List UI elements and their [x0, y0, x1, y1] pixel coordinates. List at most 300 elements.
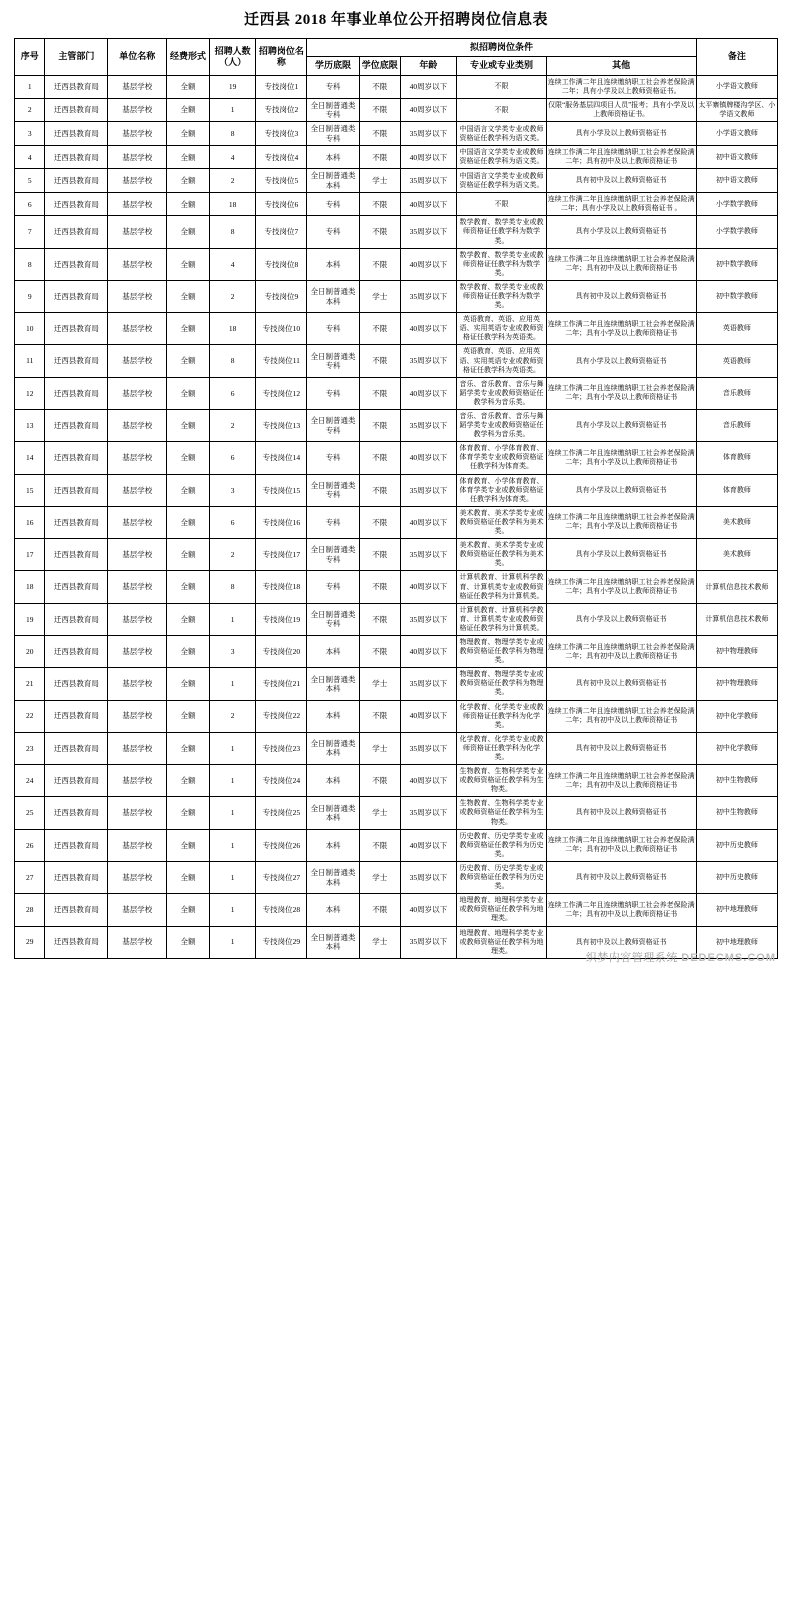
- cell-age: 40周岁以下: [400, 506, 457, 538]
- cell-dept: 迁西县教育局: [45, 146, 108, 169]
- cell-dept: 迁西县教育局: [45, 248, 108, 280]
- cell-major: 物理教育、物理学类专业或教师资格证任教学科为物理类。: [457, 635, 546, 667]
- col-major: 专业或专业类别: [457, 57, 546, 75]
- cell-other: 具有初中及以上教师资格证书: [546, 732, 696, 764]
- cell-fund: 全额: [167, 700, 210, 732]
- watermark: [586, 949, 776, 965]
- cell-post: 专技岗位17: [256, 539, 307, 571]
- cell-major: 英语教育、英语、应用英语、实用英语专业或教师资格证任教学科为英语类。: [457, 313, 546, 345]
- cell-edu: 全日制普通类本科: [307, 280, 360, 312]
- cell-other: 连续工作满二年且连续缴纳职工社会养老保险满二年；具有小学及以上教师资格证书。: [546, 75, 696, 98]
- cell-edu: 全日制普通类专科: [307, 122, 360, 146]
- cell-index: 9: [15, 280, 45, 312]
- cell-edu: 全日制普通类专科: [307, 539, 360, 571]
- cell-edu: 全日制普通类专科: [307, 98, 360, 122]
- table-row: [15, 668, 778, 700]
- cell-index: 23: [15, 732, 45, 764]
- cell-num: 19: [209, 75, 256, 98]
- cell-major: 计算机教育、计算机科学教育、计算机类专业或教师资格证任教学科为计算机类。: [457, 603, 546, 635]
- cell-age: 40周岁以下: [400, 146, 457, 169]
- cell-other: 具有初中及以上教师资格证书: [546, 169, 696, 193]
- cell-fund: 全额: [167, 668, 210, 700]
- cell-degree: 不限: [359, 98, 400, 122]
- cell-age: 40周岁以下: [400, 98, 457, 122]
- cell-num: 2: [209, 410, 256, 442]
- cell-index: 29: [15, 926, 45, 958]
- table-row: [15, 410, 778, 442]
- cell-fund: 全额: [167, 169, 210, 193]
- cell-edu: 全日制普通类专科: [307, 474, 360, 506]
- cell-age: 40周岁以下: [400, 248, 457, 280]
- cell-degree: 不限: [359, 345, 400, 377]
- cell-unit: 基层学校: [108, 122, 167, 146]
- cell-dept: 迁西县教育局: [45, 539, 108, 571]
- cell-num: 6: [209, 506, 256, 538]
- cell-major: 体育教育、小学体育教育、体育学类专业或教师资格证任教学科为体育类。: [457, 474, 546, 506]
- cell-fund: 全额: [167, 98, 210, 122]
- cell-degree: 不限: [359, 894, 400, 926]
- cell-fund: 全额: [167, 442, 210, 474]
- col-conditions-group: 拟招聘岗位条件: [307, 39, 697, 57]
- cell-edu: 全日制普通类专科: [307, 603, 360, 635]
- cell-age: 35周岁以下: [400, 122, 457, 146]
- cell-degree: 学士: [359, 926, 400, 958]
- cell-major: 化学教育、化学类专业或教师资格证任教学科为化学类。: [457, 732, 546, 764]
- cell-num: 6: [209, 377, 256, 409]
- cell-dept: 迁西县教育局: [45, 797, 108, 829]
- cell-remark: 初中数学教师: [696, 280, 777, 312]
- cell-index: 12: [15, 377, 45, 409]
- cell-remark: 太平寨镇牌楼沟学区、小学语文教师: [696, 98, 777, 122]
- cell-other: 具有小学及以上教师资格证书: [546, 603, 696, 635]
- cell-num: 3: [209, 474, 256, 506]
- cell-index: 26: [15, 829, 45, 861]
- cell-num: 1: [209, 732, 256, 764]
- cell-age: 40周岁以下: [400, 894, 457, 926]
- cell-fund: 全额: [167, 732, 210, 764]
- cell-index: 22: [15, 700, 45, 732]
- cell-dept: 迁西县教育局: [45, 635, 108, 667]
- cell-major: 历史教育、历史学类专业或教师资格证任教学科为历史类。: [457, 829, 546, 861]
- cell-unit: 基层学校: [108, 603, 167, 635]
- cell-edu: 全日制普通类专科: [307, 410, 360, 442]
- cell-dept: 迁西县教育局: [45, 98, 108, 122]
- cell-remark: 初中地理教师: [696, 926, 777, 958]
- cell-post: 专技岗位20: [256, 635, 307, 667]
- cell-degree: 不限: [359, 193, 400, 216]
- cell-index: 18: [15, 571, 45, 603]
- cell-major: 美术教育、美术学类专业或教师资格证任教学科为美术类。: [457, 506, 546, 538]
- cell-other: 具有初中及以上教师资格证书: [546, 926, 696, 958]
- cell-fund: 全额: [167, 193, 210, 216]
- cell-major: 计算机教育、计算机科学教育、计算机类专业或教师资格证任教学科为计算机类。: [457, 571, 546, 603]
- cell-other: 连续工作满二年且连续缴纳职工社会养老保险满二年；具有小学及以上教师资格证书: [546, 313, 696, 345]
- cell-age: 35周岁以下: [400, 539, 457, 571]
- cell-major: 地理教育、地理科学类专业或教师资格证任教学科为地理类。: [457, 894, 546, 926]
- cell-remark: 初中历史教师: [696, 829, 777, 861]
- cell-post: 专技岗位24: [256, 765, 307, 797]
- cell-edu: 本科: [307, 700, 360, 732]
- cell-post: 专技岗位2: [256, 98, 307, 122]
- cell-unit: 基层学校: [108, 193, 167, 216]
- cell-unit: 基层学校: [108, 442, 167, 474]
- cell-dept: 迁西县教育局: [45, 377, 108, 409]
- cell-dept: 迁西县教育局: [45, 442, 108, 474]
- cell-post: 专技岗位25: [256, 797, 307, 829]
- cell-index: 10: [15, 313, 45, 345]
- cell-unit: 基层学校: [108, 571, 167, 603]
- cell-other: 具有小学及以上教师资格证书: [546, 410, 696, 442]
- cell-edu: 专科: [307, 377, 360, 409]
- cell-num: 1: [209, 829, 256, 861]
- cell-post: 专技岗位1: [256, 75, 307, 98]
- cell-num: 1: [209, 668, 256, 700]
- cell-num: 3: [209, 635, 256, 667]
- col-num: 招聘人数（人）: [209, 39, 256, 76]
- col-post: 招聘岗位名称: [256, 39, 307, 76]
- cell-age: 40周岁以下: [400, 75, 457, 98]
- cell-age: 40周岁以下: [400, 765, 457, 797]
- cell-dept: 迁西县教育局: [45, 506, 108, 538]
- cell-degree: 不限: [359, 506, 400, 538]
- cell-unit: 基层学校: [108, 75, 167, 98]
- cell-remark: 初中生物教师: [696, 765, 777, 797]
- cell-dept: 迁西县教育局: [45, 313, 108, 345]
- cell-other: 连续工作满二年且连续缴纳职工社会养老保险满二年；具有初中及以上教师资格证书: [546, 700, 696, 732]
- cell-major: 不限: [457, 75, 546, 98]
- cell-unit: 基层学校: [108, 765, 167, 797]
- col-edu: 学历底限: [307, 57, 360, 75]
- cell-unit: 基层学校: [108, 248, 167, 280]
- cell-dept: 迁西县教育局: [45, 894, 108, 926]
- cell-degree: 不限: [359, 377, 400, 409]
- cell-index: 28: [15, 894, 45, 926]
- cell-major: 数学教育、数学类专业或教师资格证任教学科为数学类。: [457, 280, 546, 312]
- col-unit: 单位名称: [108, 39, 167, 76]
- table-row: [15, 216, 778, 248]
- cell-edu: 本科: [307, 248, 360, 280]
- cell-post: 专技岗位28: [256, 894, 307, 926]
- cell-age: 35周岁以下: [400, 216, 457, 248]
- cell-degree: 不限: [359, 635, 400, 667]
- cell-num: 1: [209, 797, 256, 829]
- cell-remark: 美术教师: [696, 539, 777, 571]
- cell-major: 体育教育、小学体育教育、体育学类专业或教师资格证任教学科为体育类。: [457, 442, 546, 474]
- page-title: 迁西县 2018 年事业单位公开招聘岗位信息表: [243, 12, 548, 28]
- cell-fund: 全额: [167, 603, 210, 635]
- table-row: [15, 894, 778, 926]
- cell-index: 1: [15, 75, 45, 98]
- table-row: [15, 442, 778, 474]
- cell-dept: 迁西县教育局: [45, 765, 108, 797]
- cell-fund: 全额: [167, 280, 210, 312]
- cell-other: 连续工作满二年且连续缴纳职工社会养老保险满二年；具有小学及以上教师资格证书: [546, 442, 696, 474]
- cell-unit: 基层学校: [108, 98, 167, 122]
- cell-age: 35周岁以下: [400, 861, 457, 893]
- cell-remark: 初中数学教师: [696, 248, 777, 280]
- cell-age: 40周岁以下: [400, 377, 457, 409]
- cell-other: 具有初中及以上教师资格证书: [546, 861, 696, 893]
- col-index: 序号: [15, 39, 45, 76]
- cell-fund: 全额: [167, 765, 210, 797]
- cell-edu: 全日制普通类本科: [307, 668, 360, 700]
- cell-index: 24: [15, 765, 45, 797]
- cell-post: 专技岗位27: [256, 861, 307, 893]
- cell-other: 连续工作满二年且连续缴纳职工社会养老保险满二年；具有初中及以上教师资格证书: [546, 146, 696, 169]
- cell-unit: 基层学校: [108, 539, 167, 571]
- cell-fund: 全额: [167, 313, 210, 345]
- table-row: [15, 146, 778, 169]
- cell-other: 连续工作满二年且连续缴纳职工社会养老保险满二年；具有小学及以上教师资格证书: [546, 571, 696, 603]
- cell-remark: 初中生物教师: [696, 797, 777, 829]
- cell-age: 35周岁以下: [400, 474, 457, 506]
- col-fund: 经费形式: [167, 39, 210, 76]
- table-row: [15, 797, 778, 829]
- cell-num: 1: [209, 603, 256, 635]
- cell-degree: 不限: [359, 248, 400, 280]
- col-degree: 学位底限: [359, 57, 400, 75]
- table-body: [15, 75, 778, 958]
- cell-degree: 不限: [359, 765, 400, 797]
- cell-unit: 基层学校: [108, 861, 167, 893]
- cell-post: 专技岗位10: [256, 313, 307, 345]
- cell-dept: 迁西县教育局: [45, 280, 108, 312]
- cell-remark: 音乐教师: [696, 377, 777, 409]
- cell-other: 具有小学及以上教师资格证书: [546, 345, 696, 377]
- cell-index: 21: [15, 668, 45, 700]
- cell-fund: 全额: [167, 829, 210, 861]
- cell-num: 2: [209, 169, 256, 193]
- cell-edu: 全日制普通类专科: [307, 345, 360, 377]
- cell-major: 地理教育、地理科学类专业或教师资格证任教学科为地理类。: [457, 926, 546, 958]
- cell-unit: 基层学校: [108, 894, 167, 926]
- cell-fund: 全额: [167, 571, 210, 603]
- cell-major: 中国语言文学类专业或教师资格证任教学科为语文类。: [457, 169, 546, 193]
- cell-other: 具有小学及以上教师资格证书: [546, 474, 696, 506]
- cell-edu: 本科: [307, 829, 360, 861]
- cell-unit: 基层学校: [108, 377, 167, 409]
- cell-index: 25: [15, 797, 45, 829]
- cell-degree: 不限: [359, 700, 400, 732]
- cell-edu: 本科: [307, 635, 360, 667]
- cell-other: 具有初中及以上教师资格证书: [546, 280, 696, 312]
- cell-age: 35周岁以下: [400, 797, 457, 829]
- cell-fund: 全额: [167, 926, 210, 958]
- cell-other: 连续工作满二年且连续缴纳职工社会养老保险满二年；具有初中及以上教师资格证书: [546, 829, 696, 861]
- cell-unit: 基层学校: [108, 146, 167, 169]
- cell-dept: 迁西县教育局: [45, 169, 108, 193]
- cell-post: 专技岗位3: [256, 122, 307, 146]
- cell-age: 35周岁以下: [400, 732, 457, 764]
- table-row: [15, 571, 778, 603]
- cell-remark: 美术教师: [696, 506, 777, 538]
- cell-index: 27: [15, 861, 45, 893]
- cell-num: 1: [209, 765, 256, 797]
- cell-age: 40周岁以下: [400, 635, 457, 667]
- table-row: [15, 539, 778, 571]
- cell-remark: 体育教师: [696, 474, 777, 506]
- cell-degree: 不限: [359, 75, 400, 98]
- cell-age: 40周岁以下: [400, 442, 457, 474]
- table-row: [15, 506, 778, 538]
- cell-major: 数学教育、数学类专业或教师资格证任教学科为数学类。: [457, 248, 546, 280]
- cell-remark: 初中语文教师: [696, 146, 777, 169]
- cell-edu: 全日制普通类本科: [307, 926, 360, 958]
- cell-unit: 基层学校: [108, 635, 167, 667]
- cell-degree: 不限: [359, 829, 400, 861]
- cell-major: 生物教育、生物科学类专业或教师资格证任教学科为生物类。: [457, 765, 546, 797]
- cell-remark: 初中物理教师: [696, 635, 777, 667]
- cell-index: 14: [15, 442, 45, 474]
- cell-post: 专技岗位21: [256, 668, 307, 700]
- cell-post: 专技岗位9: [256, 280, 307, 312]
- cell-index: 16: [15, 506, 45, 538]
- cell-unit: 基层学校: [108, 474, 167, 506]
- cell-index: 8: [15, 248, 45, 280]
- table-row: [15, 861, 778, 893]
- table-row: [15, 280, 778, 312]
- table-row: [15, 345, 778, 377]
- cell-dept: 迁西县教育局: [45, 571, 108, 603]
- table-row: [15, 248, 778, 280]
- cell-other: 具有小学及以上教师资格证书: [546, 539, 696, 571]
- cell-num: 8: [209, 345, 256, 377]
- cell-fund: 全额: [167, 410, 210, 442]
- cell-post: 专技岗位14: [256, 442, 307, 474]
- cell-age: 40周岁以下: [400, 700, 457, 732]
- cell-unit: 基层学校: [108, 506, 167, 538]
- cell-major: 音乐、音乐教育、音乐与舞蹈学类专业或教师资格证任教学科为音乐类。: [457, 410, 546, 442]
- cell-num: 1: [209, 926, 256, 958]
- cell-index: 7: [15, 216, 45, 248]
- cell-fund: 全额: [167, 345, 210, 377]
- cell-dept: 迁西县教育局: [45, 474, 108, 506]
- cell-index: 15: [15, 474, 45, 506]
- cell-post: 专技岗位8: [256, 248, 307, 280]
- cell-post: 专技岗位29: [256, 926, 307, 958]
- cell-num: 6: [209, 442, 256, 474]
- col-remark: 备注: [696, 39, 777, 76]
- cell-edu: 专科: [307, 216, 360, 248]
- cell-major: 数学教育、数学类专业或教师资格证任教学科为数学类。: [457, 216, 546, 248]
- cell-index: 2: [15, 98, 45, 122]
- cell-unit: 基层学校: [108, 280, 167, 312]
- cell-dept: 迁西县教育局: [45, 345, 108, 377]
- cell-post: 专技岗位5: [256, 169, 307, 193]
- table-row: [15, 75, 778, 98]
- cell-fund: 全额: [167, 377, 210, 409]
- cell-post: 专技岗位26: [256, 829, 307, 861]
- cell-degree: 不限: [359, 146, 400, 169]
- cell-num: 2: [209, 280, 256, 312]
- cell-age: 40周岁以下: [400, 829, 457, 861]
- cell-age: 35周岁以下: [400, 668, 457, 700]
- cell-age: 35周岁以下: [400, 603, 457, 635]
- cell-edu: 专科: [307, 75, 360, 98]
- cell-degree: 学士: [359, 797, 400, 829]
- watermark-cn: 织梦内容管理系统: [585, 951, 678, 964]
- cell-index: 20: [15, 635, 45, 667]
- cell-other: 连续工作满二年且连续缴纳职工社会养老保险满二年；具有初中及以上教师资格证书: [546, 248, 696, 280]
- cell-fund: 全额: [167, 122, 210, 146]
- cell-fund: 全额: [167, 474, 210, 506]
- cell-post: 专技岗位6: [256, 193, 307, 216]
- cell-post: 专技岗位23: [256, 732, 307, 764]
- cell-unit: 基层学校: [108, 313, 167, 345]
- table-row: [15, 122, 778, 146]
- cell-num: 1: [209, 98, 256, 122]
- cell-edu: 全日制普通类本科: [307, 169, 360, 193]
- cell-dept: 迁西县教育局: [45, 216, 108, 248]
- cell-major: 英语教育、英语、应用英语、实用英语专业或教师资格证任教学科为英语类。: [457, 345, 546, 377]
- cell-major: 美术教育、美术学类专业或教师资格证任教学科为美术类。: [457, 539, 546, 571]
- cell-other: 连续工作满二年且连续缴纳职工社会养老保险满二年；具有小学及以上教师资格证书: [546, 506, 696, 538]
- table-row: [15, 98, 778, 122]
- cell-unit: 基层学校: [108, 410, 167, 442]
- cell-major: 中国语言文学类专业或教师资格证任教学科为语文类。: [457, 146, 546, 169]
- cell-degree: 不限: [359, 410, 400, 442]
- cell-edu: 专科: [307, 193, 360, 216]
- cell-post: 专技岗位12: [256, 377, 307, 409]
- cell-post: 专技岗位7: [256, 216, 307, 248]
- table-row: [15, 700, 778, 732]
- cell-dept: 迁西县教育局: [45, 926, 108, 958]
- cell-remark: 初中历史教师: [696, 861, 777, 893]
- cell-age: 35周岁以下: [400, 169, 457, 193]
- cell-remark: 计算机信息技术教师: [696, 571, 777, 603]
- table-header-row-1: [15, 39, 778, 57]
- cell-post: 专技岗位16: [256, 506, 307, 538]
- cell-other: 连续工作满二年且连续缴纳职工社会养老保险满二年；具有小学及以上教师资格证书 。: [546, 193, 696, 216]
- cell-dept: 迁西县教育局: [45, 410, 108, 442]
- table-row: [15, 377, 778, 409]
- cell-index: 19: [15, 603, 45, 635]
- cell-index: 5: [15, 169, 45, 193]
- cell-index: 13: [15, 410, 45, 442]
- cell-dept: 迁西县教育局: [45, 122, 108, 146]
- table-row: [15, 169, 778, 193]
- table-row: [15, 635, 778, 667]
- cell-major: 物理教育、物理学类专业或教师资格证任教学科为物理类。: [457, 668, 546, 700]
- cell-age: 35周岁以下: [400, 345, 457, 377]
- cell-age: 40周岁以下: [400, 313, 457, 345]
- cell-edu: 全日制普通类本科: [307, 797, 360, 829]
- cell-dept: 迁西县教育局: [45, 193, 108, 216]
- cell-remark: 初中化学教师: [696, 700, 777, 732]
- cell-degree: 不限: [359, 539, 400, 571]
- cell-other: 具有初中及以上教师资格证书: [546, 797, 696, 829]
- cell-fund: 全额: [167, 861, 210, 893]
- cell-remark: 英语教师: [696, 345, 777, 377]
- cell-index: 4: [15, 146, 45, 169]
- cell-degree: 学士: [359, 732, 400, 764]
- cell-index: 6: [15, 193, 45, 216]
- cell-other: 具有初中及以上教师资格证书: [546, 668, 696, 700]
- cell-num: 8: [209, 122, 256, 146]
- cell-edu: 本科: [307, 765, 360, 797]
- cell-unit: 基层学校: [108, 732, 167, 764]
- cell-unit: 基层学校: [108, 345, 167, 377]
- cell-major: 中国语言文学类专业或教师资格证任教学科为语文类。: [457, 122, 546, 146]
- cell-degree: 学士: [359, 861, 400, 893]
- table-row: [15, 603, 778, 635]
- watermark-en: DEDECMS.COM: [681, 951, 776, 964]
- cell-fund: 全额: [167, 75, 210, 98]
- table-row: [15, 829, 778, 861]
- cell-fund: 全额: [167, 797, 210, 829]
- cell-age: 35周岁以下: [400, 280, 457, 312]
- cell-degree: 学士: [359, 280, 400, 312]
